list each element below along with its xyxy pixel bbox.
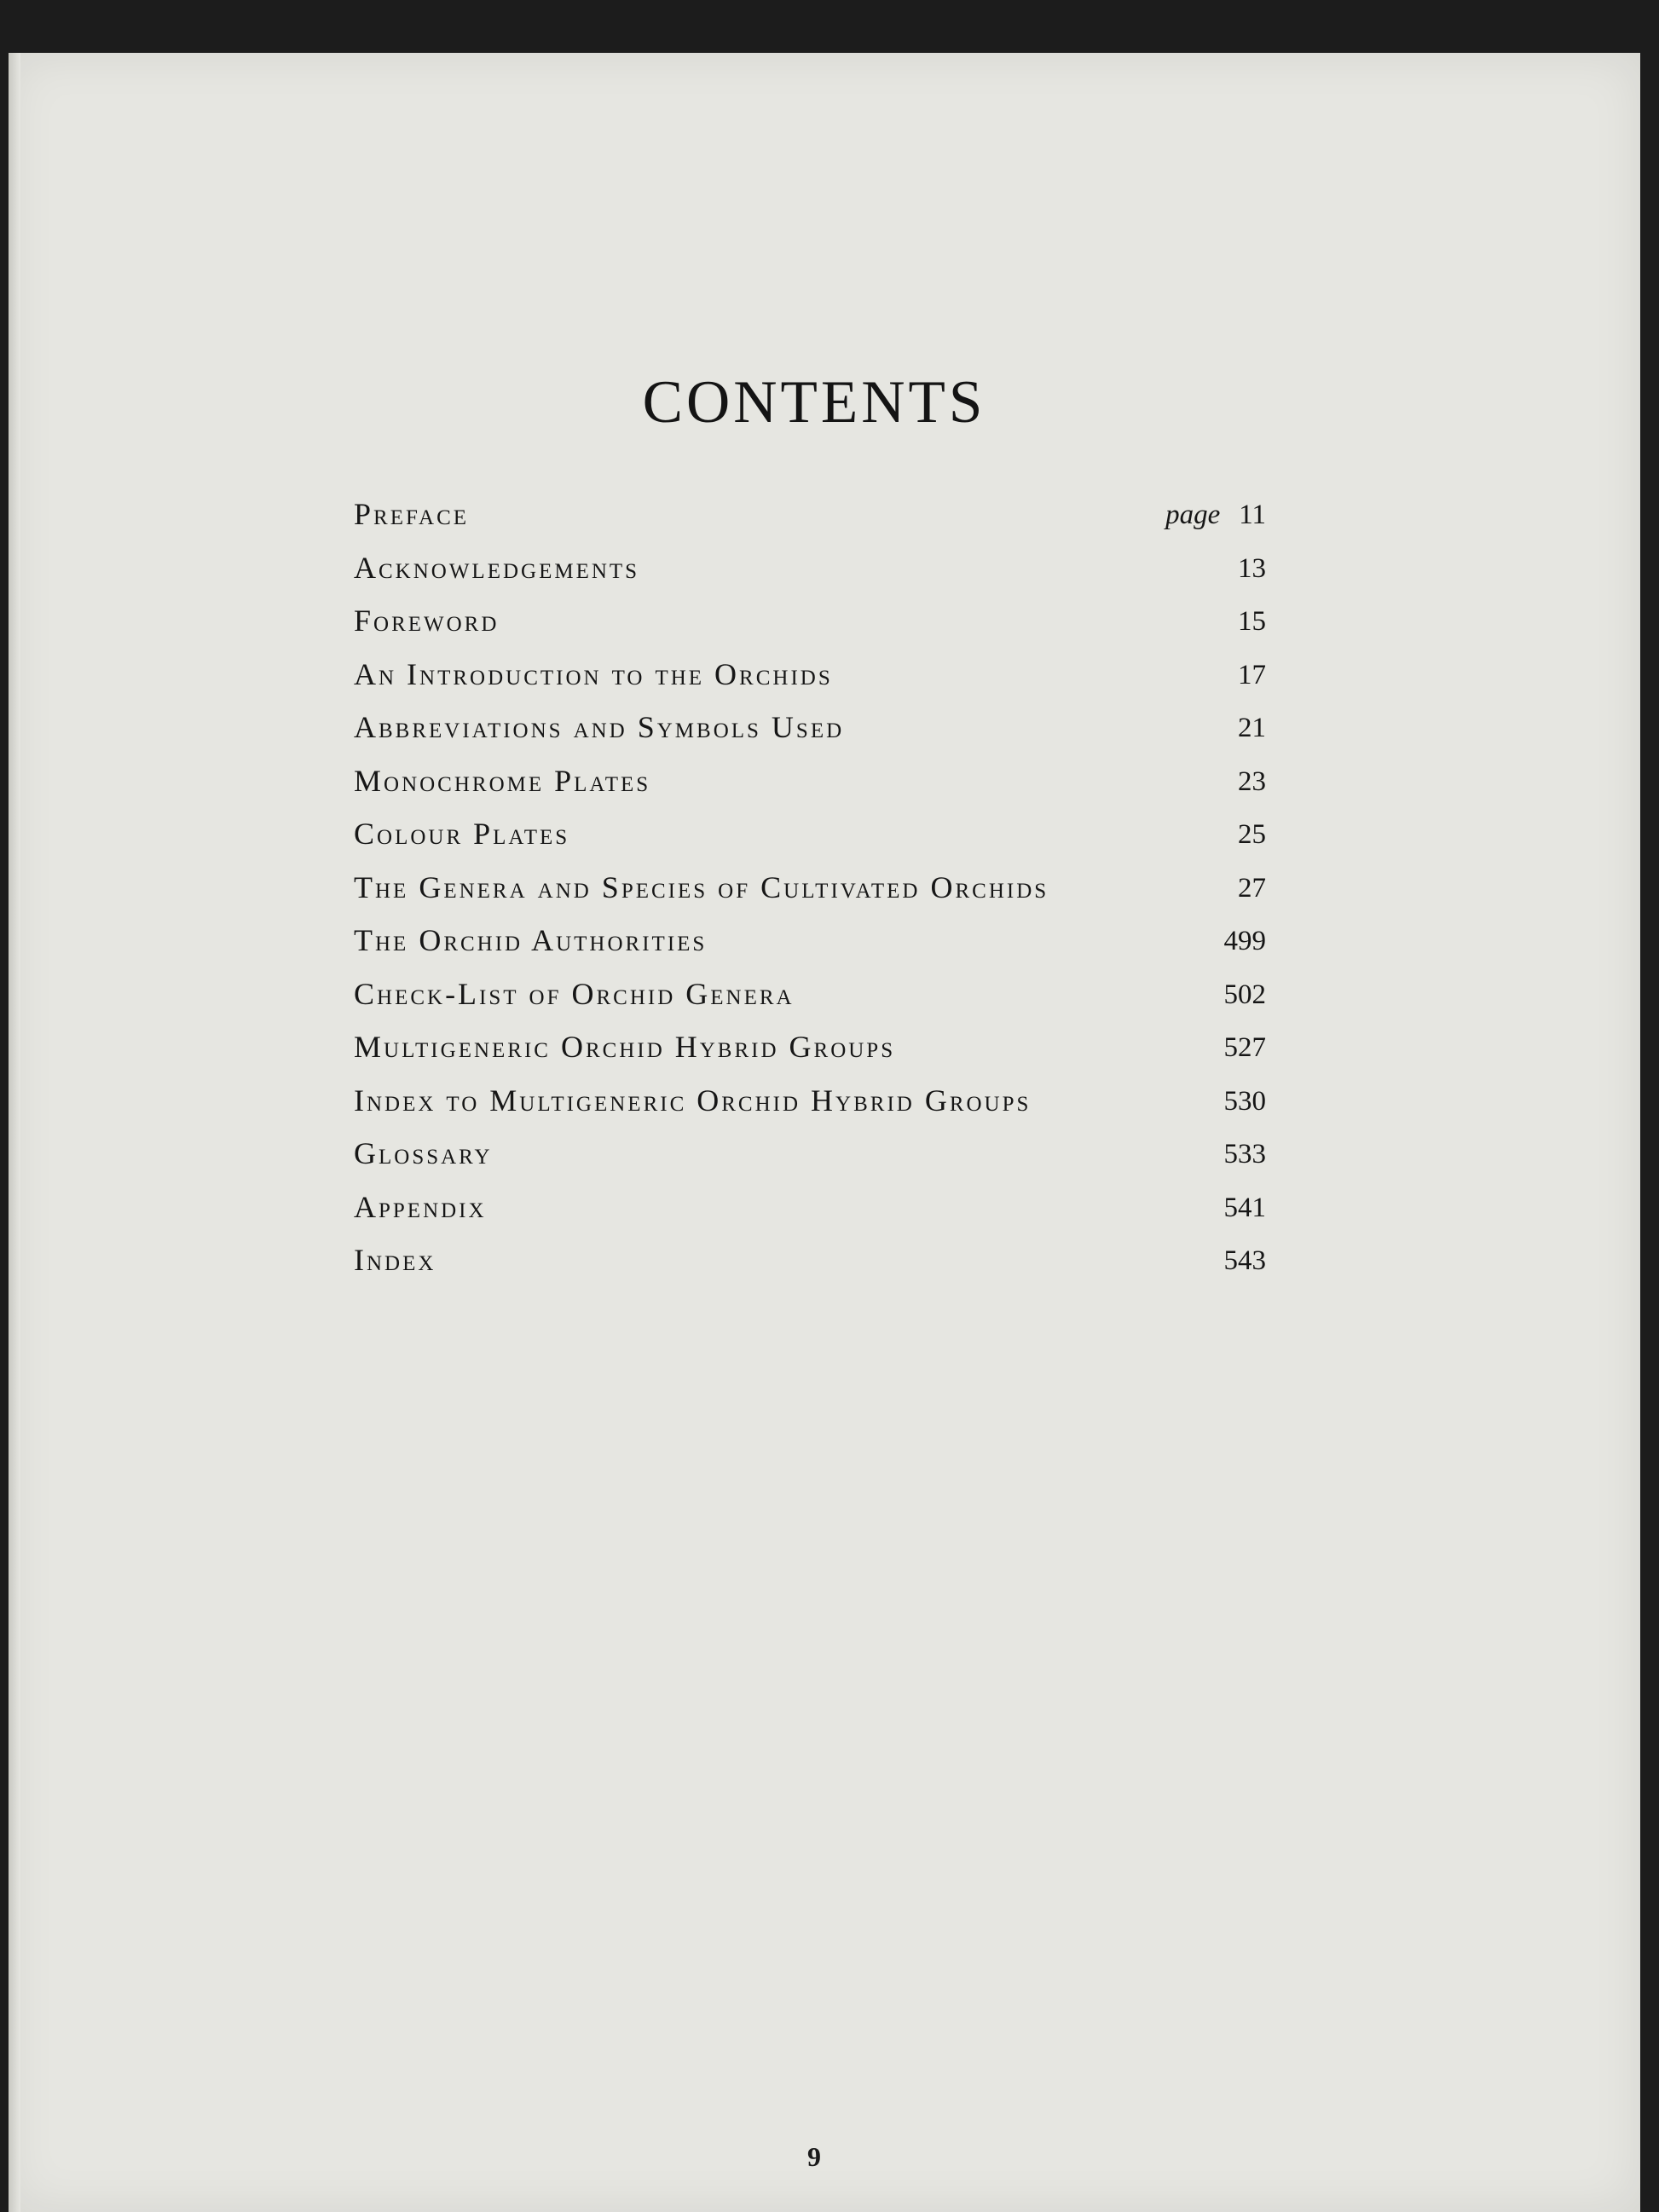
- toc-entry-label: Preface: [354, 497, 470, 531]
- toc-entry-introduction: [354, 656, 1266, 710]
- toc-entry-monochrome-plates: [354, 763, 1266, 817]
- toc-entry-page-number: 530: [1223, 1085, 1266, 1117]
- toc-entry-label: Multigeneric Orchid Hybrid Groups: [354, 1030, 896, 1064]
- toc-entry-page: [1165, 500, 1266, 531]
- toc-entry-hybrid-groups-index: [354, 1083, 1266, 1136]
- toc-entry-abbreviations: [354, 709, 1266, 763]
- page-prefix: page: [1165, 500, 1221, 530]
- toc-entry-label: Abbreviations and Symbols Used: [354, 710, 845, 744]
- toc-entry-genera-and-species: [354, 869, 1266, 923]
- toc-entry-label: The Genera and Species of Cultivated Orchids: [354, 869, 1049, 904]
- toc-entry-label: Monochrome Plates: [354, 763, 651, 798]
- toc-entry-page-number: 11: [1239, 500, 1266, 530]
- toc-entry-check-list: [354, 976, 1266, 1030]
- toc-entry-label: Check-List of Orchid Genera: [354, 976, 795, 1011]
- toc-entry-page-number: 502: [1223, 979, 1266, 1010]
- contents-title: CONTENTS: [642, 369, 986, 436]
- toc-entry-page-number: 15: [1238, 606, 1266, 637]
- page-number-folio: 9: [807, 2141, 821, 2172]
- toc-entry-label: Index: [354, 1243, 436, 1277]
- toc-entry-label: Colour Plates: [354, 817, 570, 851]
- toc-entry-page-number: 527: [1223, 1032, 1266, 1063]
- toc-entry-label: Acknowledgements: [354, 550, 640, 585]
- toc-entry-page-number: 25: [1238, 819, 1266, 850]
- toc-entry-label: Foreword: [354, 604, 500, 638]
- table-of-contents: [354, 496, 1266, 1296]
- toc-entry-acknowledgements: [354, 550, 1266, 604]
- toc-entry-page-number: 27: [1238, 872, 1266, 904]
- toc-entry-page-number: 23: [1238, 765, 1266, 797]
- toc-entry-colour-plates: [354, 816, 1266, 869]
- toc-entry-orchid-authorities: [354, 922, 1266, 976]
- toc-entry-appendix: [354, 1189, 1266, 1243]
- toc-entry-foreword: [354, 603, 1266, 656]
- toc-entry-label: An Introduction to the Orchids: [354, 656, 833, 691]
- toc-entry-page-number: 533: [1223, 1139, 1266, 1170]
- book-page: [9, 53, 1640, 2212]
- toc-entry-page-number: 541: [1223, 1192, 1266, 1223]
- toc-entry-page-number: 543: [1223, 1245, 1266, 1276]
- toc-entry-page-number: 13: [1238, 552, 1266, 584]
- toc-entry-index: [354, 1242, 1266, 1296]
- toc-entry-page-number: 499: [1223, 926, 1266, 956]
- toc-entry-glossary: [354, 1135, 1266, 1189]
- toc-entry-preface: [354, 496, 1266, 550]
- toc-entry-label: Appendix: [354, 1189, 487, 1224]
- toc-entry-label: Index to Multigeneric Orchid Hybrid Groups: [354, 1083, 1032, 1118]
- toc-entry-hybrid-groups: [354, 1029, 1266, 1083]
- toc-entry-label: The Orchid Authorities: [354, 923, 708, 957]
- toc-entry-page-number: 17: [1238, 659, 1266, 690]
- toc-entry-label: Glossary: [354, 1136, 493, 1170]
- toc-entry-page-number: 21: [1238, 713, 1266, 743]
